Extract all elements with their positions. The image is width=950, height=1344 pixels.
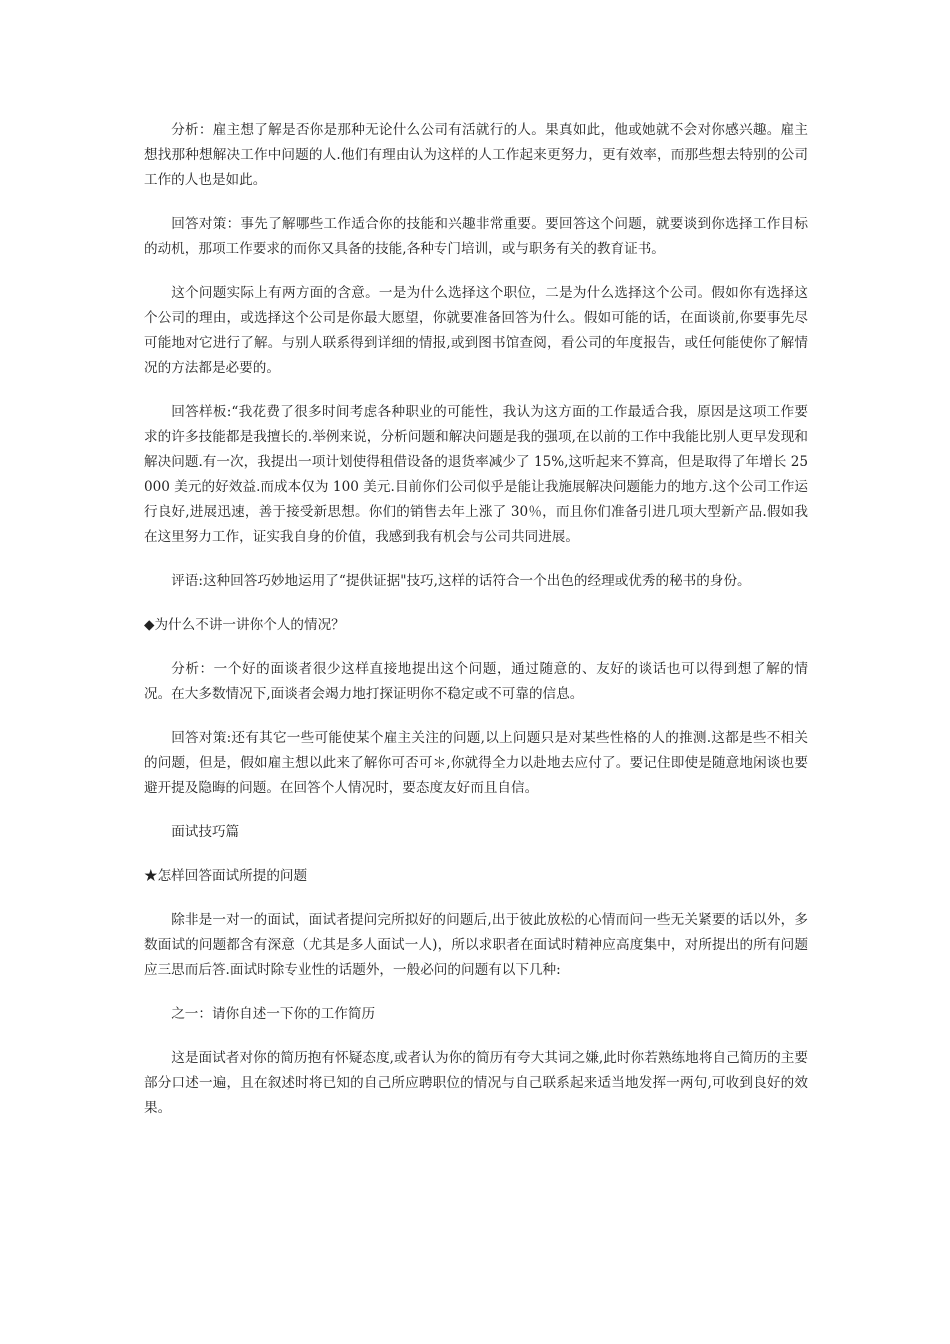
paragraph-strategy-2: 回答对策:还有其它一些可能使某个雇主关注的问题,以上问题只是对某些性格的人的推测.这都是些不相关的问题，但是，假如雇主想以此来了解你可否可＊,你就得全力以赴地去应付了。要记住即使是随意地闲谈也要避开提及隐晦的问题。在回答个人情况时，要态度友好而且自信。 xyxy=(144,730,808,796)
section-title: 面试技巧篇 xyxy=(171,824,240,840)
paragraph-analysis-1: 分析：雇主想了解是否你是那种无论什么公司有活就行的人。果真如此，他或她就不会对你感兴趣。雇主想找那种想解决工作中问题的人.他们有理由认为这样的人工作起来更努力，更有效率，而那些想去特别的公司工作的人也是如此。 xyxy=(144,122,808,188)
paragraph-meaning: 这个问题实际上有两方面的含意。一是为什么选择这个职位，二是为什么选择这个公司。假如你有选择这个公司的理由，或选择这个公司是你最大愿望，你就要准备回答为什么。假如可能的话，在面谈前,你要事先尽可能地对它进行了解。与别人联系得到详细的情报,或到图书馆查阅，看公司的年度报告，或任何能使你了解情况的方法都是必要的。 xyxy=(144,285,808,376)
heading-personal-situation: ◆为什么不讲一讲你个人的情况？ xyxy=(144,617,345,633)
paragraph-comment: 评语:这种回答巧妙地运用了“提供证据"技巧,这样的话符合一个出色的经理或优秀的秘书的身份。 xyxy=(171,573,751,589)
paragraph-analysis-2: 分析：一个好的面谈者很少这样直接地提出这个问题，通过随意的、友好的谈话也可以得到想了解的情况。在大多数情况下,面谈者会竭力地打探证明你不稳定或不可靠的信息。 xyxy=(144,661,808,702)
heading-how-to-answer: ★怎样回答面试所提的问题 xyxy=(144,868,308,884)
paragraph-how-to-answer: 除非是一对一的面试，面试者提问完所拟好的问题后,出于彼此放松的心情而问一些无关紧要的话以外，多数面试的问题都含有深意（尤其是多人面试一人)，所以求职者在面试时精神应高度集中，对所提出的所有问题应三思而后答.面试时除专业性的话题外，一般必问的问题有以下几种: xyxy=(144,912,808,978)
subheading-question-one: 之一：请你自述一下你的工作简历 xyxy=(171,1006,376,1022)
paragraph-strategy-1: 回答对策：事先了解哪些工作适合你的技能和兴趣非常重要。要回答这个问题，就要谈到你选择工作目标的动机，那项工作要求的而你又具备的技能,各种专门培训，或与职务有关的教育证书。 xyxy=(144,216,808,257)
paragraph-sample-answer: 回答样板:“我花费了很多时间考虑各种职业的可能性，我认为这方面的工作最适合我，原因是这项工作要求的许多技能都是我擅长的.举例来说，分析问题和解决问题是我的强项,在以前的工作中我能比别人更早发现和解决问题.有一次，我提出一项计划使得租借设备的退货率减少了 15%,这听起来不算高，但是取得了年增长 25000 美元的好效益.而成本仅为 100 美元.目前你们公司似乎是能让我施展解决问题能力的地方.这个公司工作运行良好,进展迅速，善于接受新思想。你们的销售去年上涨了 30％，而且你们准备引进几项大型新产品.假如我在这里努力工作，证实我自身的价值，我感到我有机会与公司共同进展。 xyxy=(144,404,808,545)
document-body xyxy=(144,118,808,1140)
paragraph-question-one: 这是面试者对你的简历抱有怀疑态度,或者认为你的简历有夸大其词之嫌,此时你若熟练地将自己简历的主要部分口述一遍，且在叙述时将已知的自己所应聘职位的情况与自己联系起来适当地发挥一两句,可收到良好的效果。 xyxy=(144,1050,808,1116)
